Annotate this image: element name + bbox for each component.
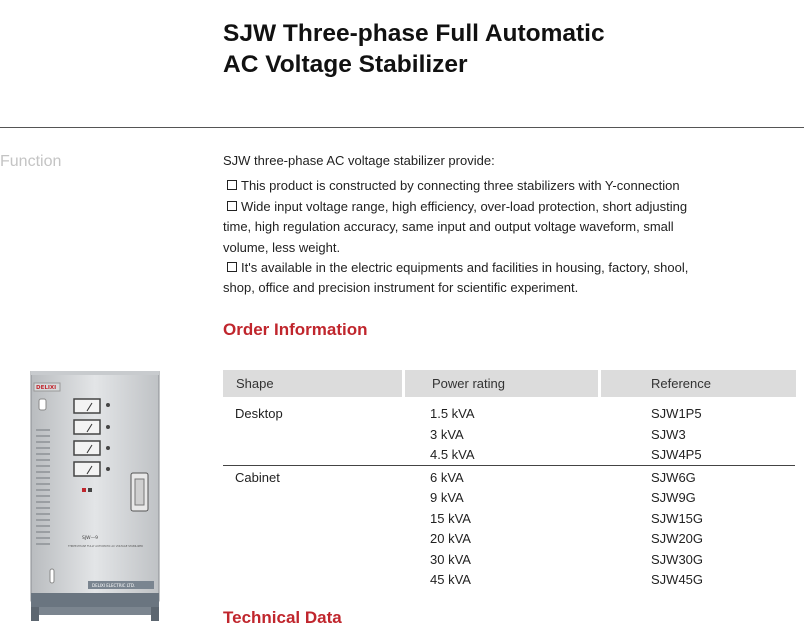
function-bullet-3 <box>223 258 693 299</box>
page-title <box>223 18 605 80</box>
svg-text:DELIXI ELECTRIC LTD.: DELIXI ELECTRIC LTD. <box>92 583 136 588</box>
table-cell: SJW30G <box>651 552 704 567</box>
table-cell: 9 kVA <box>430 490 464 505</box>
voltage-stabilizer-image <box>30 371 160 621</box>
title-line-1: SJW Three-phase Full Automatic <box>223 20 605 47</box>
function-label: Function <box>0 153 62 170</box>
bullet-text: This product is constructed by connecting three stabilizers with Y-connection <box>241 178 680 193</box>
title-line-2: AC Voltage Stabilizer <box>223 51 468 78</box>
table-cell: 4.5 kVA <box>430 447 475 462</box>
table-cell: 30 kVA <box>430 552 471 567</box>
shape-cabinet: Cabinet <box>235 470 280 485</box>
table-cell: SJW3 <box>651 427 686 442</box>
checkbox-bullet-icon <box>227 262 237 272</box>
table-cell: 6 kVA <box>430 470 464 485</box>
function-bullet-2 <box>223 197 693 259</box>
table-cell: 1.5 kVA <box>430 406 475 421</box>
bullet-text: Wide input voltage range, high efficiency, over-load protection, short adjusting time, high regulation accuracy, same input and output voltage waveform, small volume, less weight. <box>223 198 688 255</box>
table-cell: 20 kVA <box>430 531 471 546</box>
function-bullet-1 <box>223 176 693 197</box>
table-header-power-rating: Power rating <box>405 370 598 397</box>
table-cell: SJW6G <box>651 470 696 485</box>
table-cell: SJW45G <box>651 572 704 587</box>
table-cell: SJW4P5 <box>651 447 702 462</box>
table-header-reference: Reference <box>601 370 796 397</box>
svg-text:SJW—9: SJW—9 <box>82 536 98 541</box>
table-header-shape: Shape <box>223 370 402 397</box>
bullet-text: It's available in the electric equipments and facilities in housing, factory, shool, shop, office and precision instrument for scientific experiment. <box>223 259 689 295</box>
table-cell: SJW1P5 <box>651 406 702 421</box>
table-cell: SJW15G <box>651 511 704 526</box>
order-information-title: Order Information <box>223 320 368 339</box>
checkbox-bullet-icon <box>227 201 237 211</box>
technical-data-title: Technical Data <box>223 608 342 627</box>
table-group-separator <box>223 465 795 466</box>
svg-text:THREE-PHASE FULLY AUTOMATIC AC: THREE-PHASE FULLY AUTOMATIC AC VOLTAGE STABILIZER <box>68 545 143 548</box>
checkbox-bullet-icon <box>227 180 237 190</box>
table-cell: SJW20G <box>651 531 704 546</box>
function-intro: SJW three-phase AC voltage stabilizer provide: <box>223 153 495 168</box>
divider <box>0 127 804 128</box>
table-cell: 45 kVA <box>430 572 471 587</box>
table-cell: SJW9G <box>651 490 696 505</box>
table-cell: 15 kVA <box>430 511 471 526</box>
shape-desktop: Desktop <box>235 406 283 421</box>
brand-logo: DELIXI <box>36 385 57 391</box>
table-cell: 3 kVA <box>430 427 464 442</box>
